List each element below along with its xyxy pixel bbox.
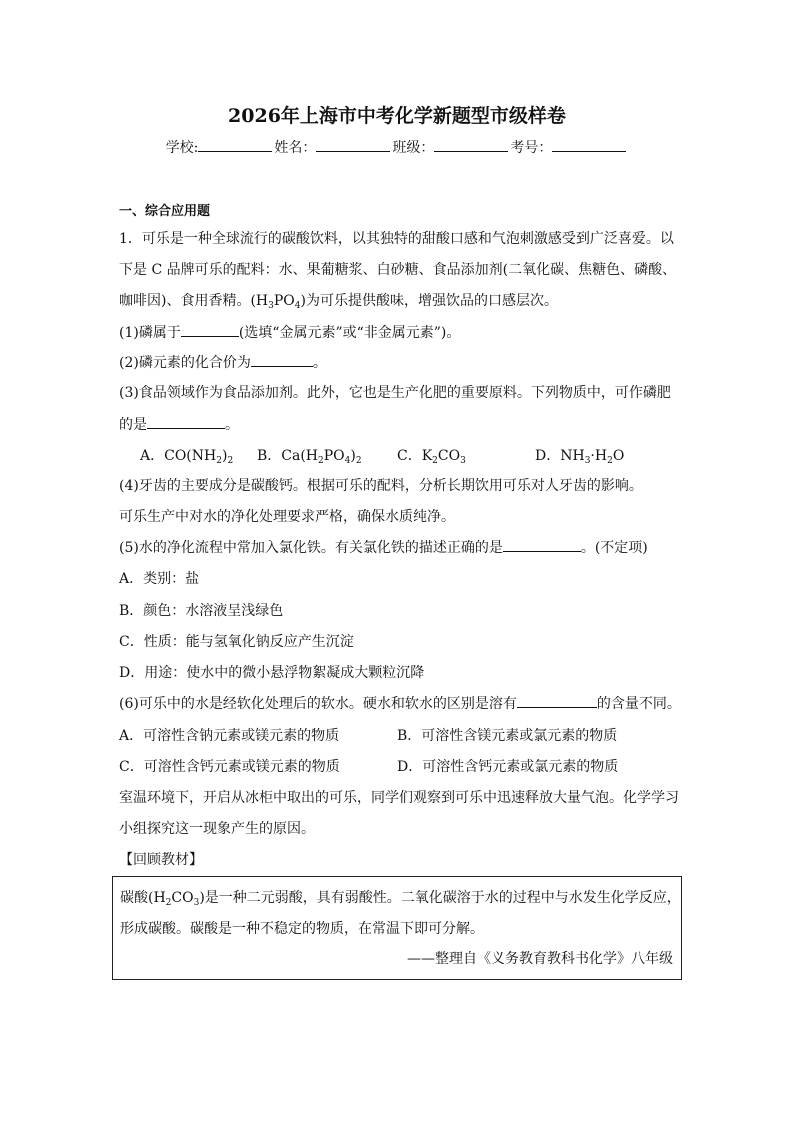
q1-intro-line1: 1．可乐是一种全球流行的碳酸饮料，以其独特的甜酸口感和气泡刺激感受到广泛喜爱。以: [119, 231, 674, 247]
excerpt-text: 碳酸(H: [120, 890, 166, 906]
question-text: (2)磷元素的化合价为: [119, 355, 251, 371]
room-temp-line2: 小组探究这一现象产生的原因。: [119, 821, 315, 837]
excerpt-text: )是一种二元弱酸，具有弱酸性。二氧化碳溶于水的过程中与水发生化学反应，: [199, 890, 681, 906]
excerpt-line2: 形成碳酸。碳酸是一种不稳定的物质，在常温下即可分解。: [120, 921, 484, 937]
excerpt-text: CO: [171, 890, 194, 906]
q1-part4: (4)牙齿的主要成分是碳酸钙。根据可乐的配料，分析长期饮用可乐对人牙齿的影响。: [119, 478, 643, 494]
school-label: 学校:: [165, 140, 199, 156]
review-heading: 【回顾教材】: [119, 852, 203, 868]
question-text: 。: [225, 417, 239, 433]
answer-blank[interactable]: [181, 322, 239, 337]
subscript: 3: [193, 898, 200, 908]
q1-intro-line2: 下是 C 品牌可乐的配料：水、果葡糖浆、白砂糖、食品添加剂(二氧化碳、焦糖色、磷酸、: [119, 262, 677, 278]
answer-blank[interactable]: [503, 537, 581, 552]
excerpt-source: ——整理自《义务教育教科书化学》八年级: [407, 951, 673, 967]
intro-text: )为可乐提供酸味，增强饮品的口感层次。: [300, 293, 558, 309]
subscript: 2: [165, 898, 172, 908]
option-c[interactable]: C．$K_2CO_3$: [397, 448, 466, 466]
subscript: 4: [294, 301, 301, 311]
name-blank[interactable]: [316, 137, 390, 152]
answer-blank[interactable]: [251, 352, 313, 367]
water-intro: 可乐生产中对水的净化处理要求严格，确保水质纯净。: [119, 509, 455, 525]
q1-part5-option-d[interactable]: D．用途：使水中的微小悬浮物絮凝成大颗粒沉降: [119, 665, 425, 681]
textbook-excerpt-box: [112, 876, 682, 980]
intro-text: 咖啡因)、食用香精。(H: [119, 293, 269, 309]
school-blank[interactable]: [198, 137, 272, 152]
option-d[interactable]: D．$NH_3\cdot H_2O$: [535, 448, 625, 466]
q1-part3-options: [140, 445, 624, 467]
question-text: (选填“金属元素”或“非金属元素”)。: [238, 325, 461, 341]
q1-part6-option-d[interactable]: D．可溶性含钙元素或氯元素的物质: [397, 759, 619, 775]
room-temp-line1: 室温环境下，开启从冰柜中取出的可乐，同学们观察到可乐中迅速释放大量气泡。化学学习: [119, 790, 679, 806]
section-heading: 一、综合应用题: [119, 204, 211, 219]
q1-part5-option-c[interactable]: C．性质：能与氢氧化钠反应产生沉淀: [119, 634, 354, 650]
name-label: 姓名：: [274, 140, 317, 156]
question-text: (1)磷属于: [119, 325, 181, 341]
question-text: (6)可乐中的水是经软化处理后的软水。硬水和软水的区别是溶有: [119, 696, 517, 712]
option-b[interactable]: B．$Ca(H_2PO_4)_2$: [257, 448, 362, 466]
option-a[interactable]: A．$CO(NH_2)_2$: [140, 448, 234, 466]
number-blank[interactable]: [552, 137, 626, 152]
q1-part6-option-a[interactable]: A．可溶性含钠元素或镁元素的物质: [119, 728, 340, 744]
question-text: (5)水的净化流程中常加入氯化铁。有关氯化铁的描述正确的是: [119, 540, 503, 556]
answer-blank[interactable]: [517, 693, 597, 708]
intro-text: PO: [273, 293, 295, 309]
student-info-line: [0, 137, 794, 159]
class-blank[interactable]: [434, 137, 508, 152]
q1-part2: [119, 352, 327, 374]
q1-part5: [119, 537, 648, 559]
question-text: 的是: [119, 417, 147, 433]
exam-title: 2026年上海市中考化学新题型市级样卷: [228, 105, 566, 127]
q1-part5-option-b[interactable]: B．颜色：水溶液呈浅绿色: [119, 603, 284, 619]
question-text: 。: [312, 355, 327, 371]
q1-part6-option-c[interactable]: C．可溶性含钙元素或镁元素的物质: [119, 759, 340, 775]
q1-part6: [119, 693, 681, 715]
q1-part6-option-b[interactable]: B．可溶性含镁元素或氯元素的物质: [397, 728, 618, 744]
class-label: 班级：: [392, 140, 435, 156]
number-label: 考号：: [510, 140, 553, 156]
q1-part5-option-a[interactable]: A．类别：盐: [119, 571, 200, 587]
q1-part3-line1: (3)食品领域作为食品添加剂。此外，它也是生产化肥的重要原料。下列物质中，可作磷肥: [119, 385, 671, 401]
q1-part3-line2: [119, 414, 239, 436]
answer-blank[interactable]: [147, 414, 225, 429]
q1-part1: [119, 322, 460, 344]
excerpt-line1: [120, 887, 681, 909]
q1-intro-line3: [119, 290, 558, 312]
subscript: 3: [268, 301, 274, 311]
question-text: 。(不定项): [580, 540, 648, 556]
question-text: 的含量不同。: [596, 696, 681, 712]
